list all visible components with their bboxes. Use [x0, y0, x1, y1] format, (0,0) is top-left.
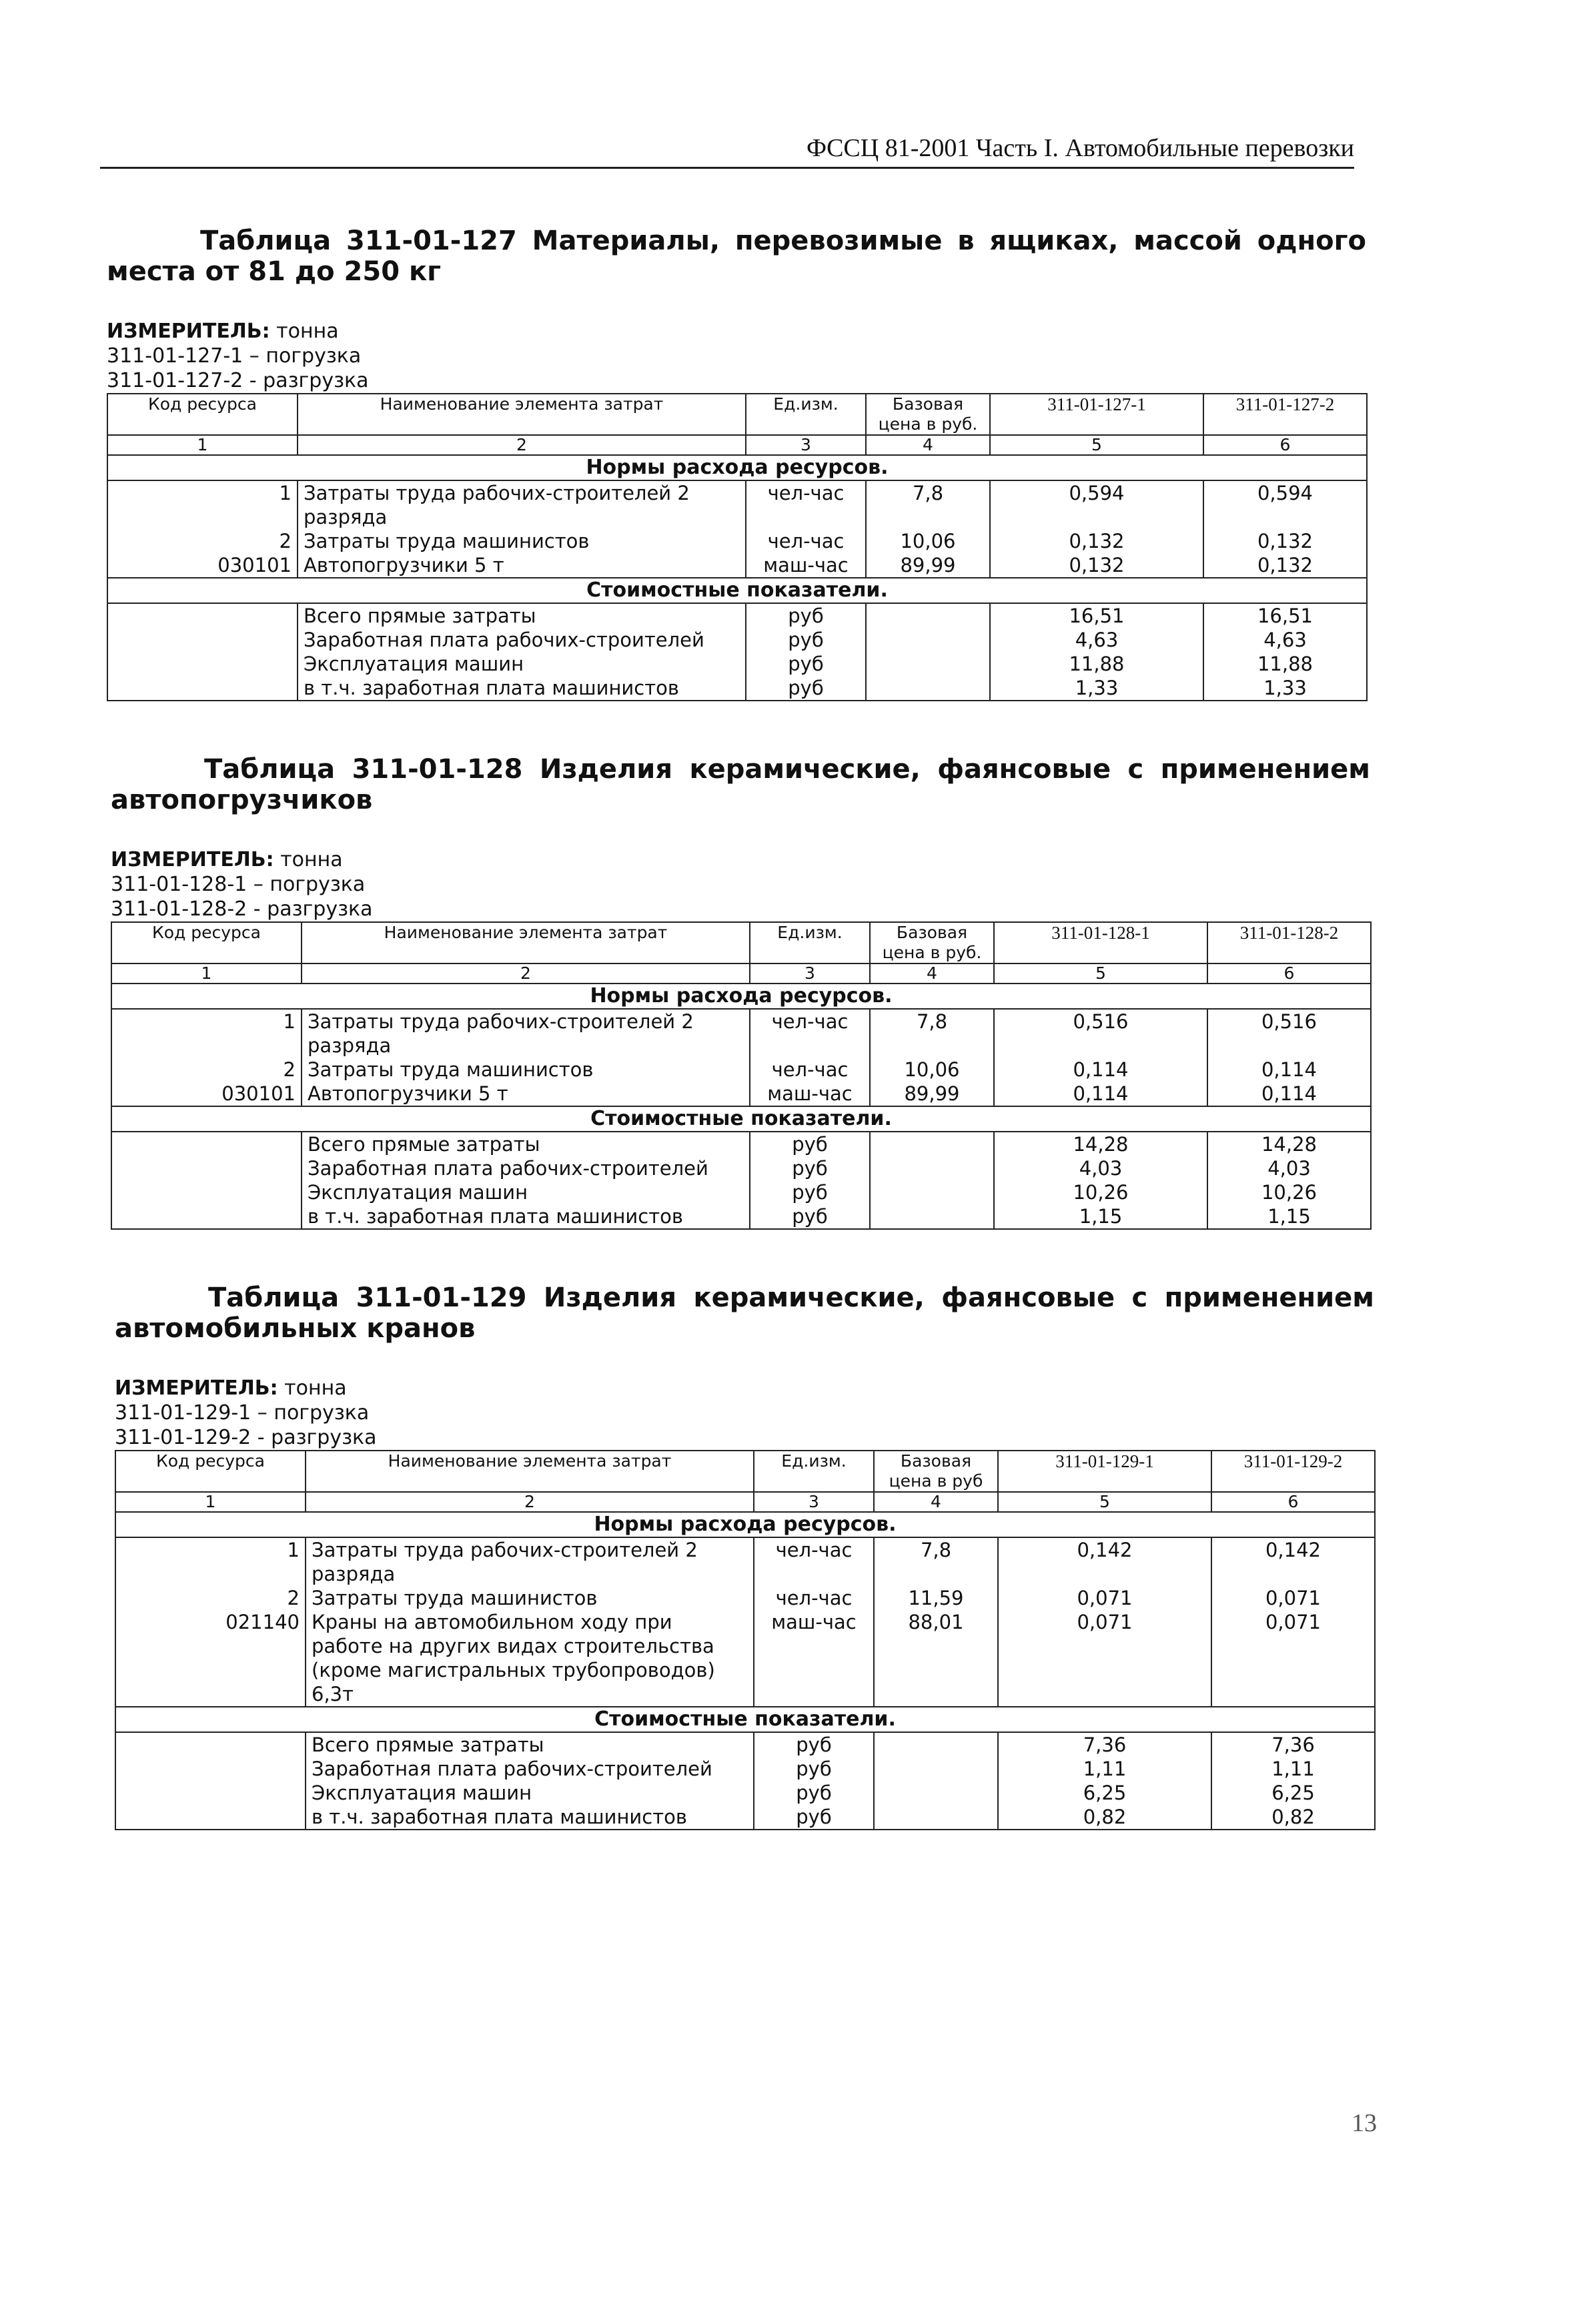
- norm-table: [107, 393, 1368, 701]
- measure-block: [111, 847, 1370, 921]
- col-unit-header: Ед.изм.: [750, 922, 870, 963]
- table-row: в т.ч. заработная плата машинистов руб 1,15 1,15: [111, 1204, 1371, 1229]
- norms-section-row: Нормы расхода ресурсов.: [111, 984, 1371, 1009]
- col-name-header: Наименование элемента затрат: [298, 394, 746, 435]
- table-row: Заработная плата рабочих-строителей руб 4,63 4,63: [107, 628, 1367, 652]
- col-name-header: Наименование элемента затрат: [306, 1451, 754, 1492]
- variant-2: 311-01-129-2 - разгрузка: [115, 1426, 377, 1449]
- col-base-header: Базовая цена в руб: [874, 1451, 998, 1492]
- table-title: [107, 226, 1366, 287]
- col-unit-header: Ед.изм.: [754, 1451, 874, 1492]
- table-row: 2 Затраты труда машинистов чел-час 10,06 0,132 0,132: [107, 529, 1367, 553]
- table-title-line1: Таблица 311-01-127 Материалы, перевозимые в ящиках, массой одного: [200, 226, 1366, 256]
- measure-block: [115, 1376, 1374, 1450]
- col-code-header: Код ресурса: [115, 1451, 306, 1492]
- variant-2: 311-01-127-2 - разгрузка: [107, 369, 369, 392]
- column-numbers-row: 1 2 3 4 5 6: [115, 1492, 1375, 1512]
- measure-unit: тонна: [280, 848, 343, 871]
- table-row: 021140 Краны на автомобильном ходу при работе на других видах строительства (кроме магистральных трубопроводов) 6,3т маш-час 88,01 0,071 0,071: [115, 1610, 1375, 1707]
- table-row: 030101 Автопогрузчики 5 т маш-час 89,99 0,114 0,114: [111, 1082, 1371, 1106]
- table-block-129: [115, 1282, 1374, 1830]
- table-title: [111, 754, 1370, 815]
- table-header-row: [111, 922, 1371, 963]
- col-v2-header: 311-01-129-2: [1211, 1451, 1375, 1492]
- cost-section-row: Стоимостные показатели.: [111, 1106, 1371, 1132]
- col-v1-header: 311-01-128-1: [994, 922, 1207, 963]
- column-numbers-row: 1 2 3 4 5 6: [111, 963, 1371, 984]
- col-unit-header: Ед.изм.: [746, 394, 866, 435]
- norm-table: [111, 921, 1372, 1230]
- table-block-127: [107, 226, 1366, 701]
- page-number: 13: [1352, 2109, 1377, 2137]
- col-v1-header: 311-01-127-1: [990, 394, 1203, 435]
- measure-unit: тонна: [276, 320, 339, 343]
- variant-1: 311-01-127-1 – погрузка: [107, 344, 362, 368]
- table-row: Заработная плата рабочих-строителей руб 4,03 4,03: [111, 1156, 1371, 1180]
- measure-block: [107, 319, 1366, 393]
- table-row: 030101 Автопогрузчики 5 т маш-час 89,99 0,132 0,132: [107, 553, 1367, 578]
- table-row: 2 Затраты труда машинистов чел-час 11,59 0,071 0,071: [115, 1586, 1375, 1610]
- measure-key: ИЗМЕРИТЕЛЬ:: [107, 320, 270, 343]
- cost-section-row: Стоимостные показатели.: [107, 578, 1367, 603]
- table-title: [115, 1282, 1374, 1344]
- table-title-line2: места от 81 до 250 кг: [107, 256, 441, 287]
- variant-1: 311-01-129-1 – погрузка: [115, 1401, 370, 1425]
- table-row: Эксплуатация машин руб 6,25 6,25: [115, 1781, 1375, 1805]
- col-base-header: Базовая цена в руб.: [870, 922, 994, 963]
- measure-key: ИЗМЕРИТЕЛЬ:: [115, 1377, 278, 1400]
- measure-key: ИЗМЕРИТЕЛЬ:: [111, 848, 274, 871]
- table-header-row: [115, 1451, 1375, 1492]
- col-name-header: Наименование элемента затрат: [302, 922, 750, 963]
- measure-unit: тонна: [284, 1377, 347, 1400]
- table-row: Всего прямые затраты руб 16,51 16,51: [107, 603, 1367, 628]
- table-row: 1 Затраты труда рабочих-строителей 2 разряда чел-час 7,8 0,594 0,594: [107, 480, 1367, 529]
- table-row: Эксплуатация машин руб 11,88 11,88: [107, 652, 1367, 676]
- col-base-header: Базовая цена в руб.: [866, 394, 990, 435]
- col-v1-header: 311-01-129-1: [998, 1451, 1211, 1492]
- norms-section-row: Нормы расхода ресурсов.: [115, 1512, 1375, 1537]
- table-row: Всего прямые затраты руб 7,36 7,36: [115, 1732, 1375, 1757]
- table-title-line2: автомобильных кранов: [115, 1313, 476, 1344]
- norm-table: [115, 1450, 1376, 1830]
- table-row: в т.ч. заработная плата машинистов руб 0,82 0,82: [115, 1805, 1375, 1830]
- table-row: 2 Затраты труда машинистов чел-час 10,06 0,114 0,114: [111, 1058, 1371, 1082]
- col-code-header: Код ресурса: [111, 922, 302, 963]
- column-numbers-row: 1 2 3 4 5 6: [107, 435, 1367, 455]
- page-header: ФССЦ 81-2001 Часть I. Автомобильные перевозки: [100, 133, 1354, 169]
- table-row: Заработная плата рабочих-строителей руб 1,11 1,11: [115, 1757, 1375, 1781]
- table-row: 1 Затраты труда рабочих-строителей 2 разряда чел-час 7,8 0,142 0,142: [115, 1537, 1375, 1586]
- col-v2-header: 311-01-127-2: [1203, 394, 1367, 435]
- table-row: в т.ч. заработная плата машинистов руб 1,33 1,33: [107, 676, 1367, 701]
- table-row: 1 Затраты труда рабочих-строителей 2 разряда чел-час 7,8 0,516 0,516: [111, 1009, 1371, 1058]
- col-v2-header: 311-01-128-2: [1207, 922, 1371, 963]
- table-title-line1: Таблица 311-01-129 Изделия керамические, фаянсовые с применением: [208, 1282, 1374, 1313]
- table-row: Эксплуатация машин руб 10,26 10,26: [111, 1180, 1371, 1204]
- table-block-128: [111, 754, 1370, 1230]
- variant-1: 311-01-128-1 – погрузка: [111, 873, 366, 896]
- table-title-line1: Таблица 311-01-128 Изделия керамические, фаянсовые с применением: [204, 754, 1370, 785]
- table-header-row: [107, 394, 1367, 435]
- table-row: Всего прямые затраты руб 14,28 14,28: [111, 1132, 1371, 1156]
- variant-2: 311-01-128-2 - разгрузка: [111, 897, 373, 921]
- cost-section-row: Стоимостные показатели.: [115, 1707, 1375, 1732]
- norms-section-row: Нормы расхода ресурсов.: [107, 455, 1367, 480]
- table-title-line2: автопогрузчиков: [111, 785, 373, 815]
- col-code-header: Код ресурса: [107, 394, 298, 435]
